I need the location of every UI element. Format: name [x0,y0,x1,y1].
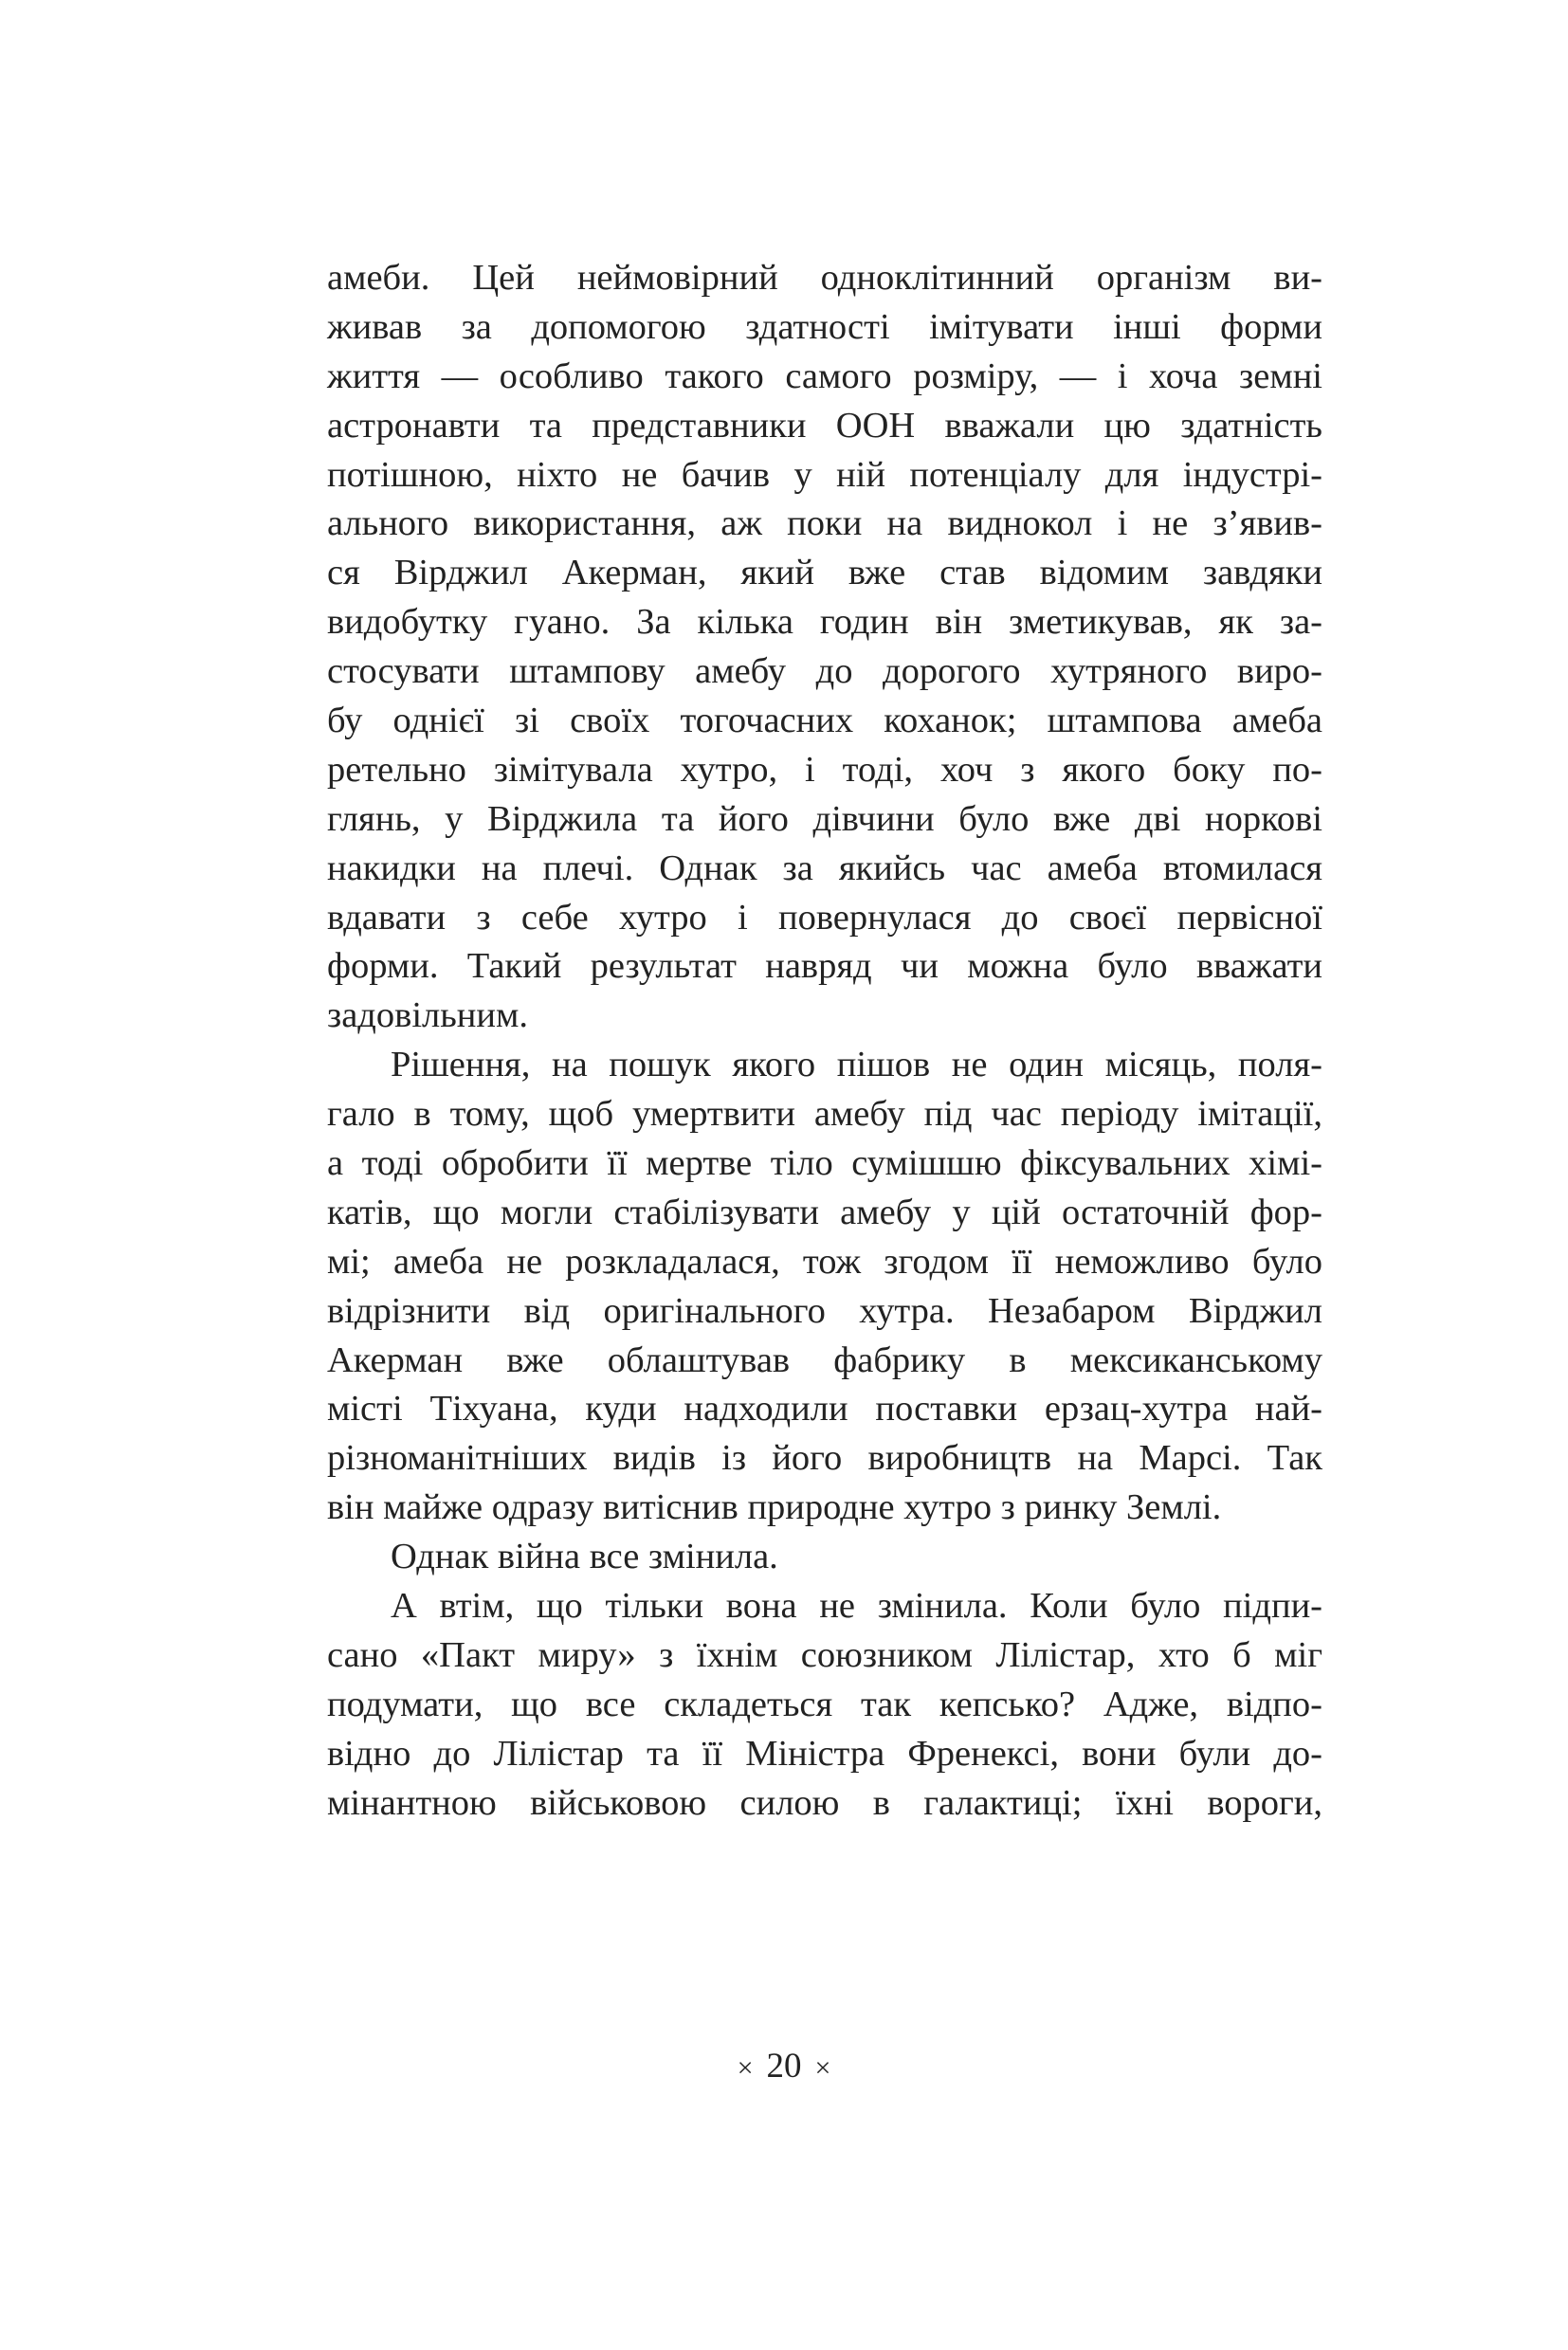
text-line: сано «Пакт миру» з їхнім союзником Лілістар, хто б міг [327,1634,1322,1675]
text-line: живав за допомогою здатності імітувати інші форми [327,306,1322,347]
text-line: відрізнити від оригінального хутра. Незабаром Вірджил [327,1290,1322,1331]
text-line: потішною, ніхто не бачив у ній потенціалу для індустрі- [327,454,1322,495]
text-line: амеби. Цей неймовірний одноклітинний організм ви- [327,258,1322,298]
text-line: бу однієї зі своїх тогочасних коханок; штампова амеба [327,701,1322,741]
text-line: ся Вірджил Акерман, який вже став відомим завдяки [327,553,1322,593]
text-line: подумати, що все складеться так кепсько? Адже, відпо- [327,1684,1322,1724]
text-line: гало в тому, щоб умертвити амебу під час періоду імітації, [327,1094,1322,1135]
text-line: глянь, у Вірджила та його дівчини було вже дві норкові [327,798,1322,839]
text-line: ретельно зімітувала хутро, і тоді, хоч з якого боку по- [327,749,1322,790]
text-line: мінантною військовою силою в галактиці; їхні вороги, [327,1782,1322,1823]
text-line: видобутку гуано. За кілька годин він зметикував, як за- [327,602,1322,643]
folio-mark-right: × [814,2052,831,2084]
page-number-footer [0,2046,1568,2089]
folio-mark-left: × [737,2052,754,2084]
text-line: накидки на плечі. Однак за якийсь час амеба втомилася [327,847,1322,888]
text-line: задовільним. [327,995,528,1036]
paragraph-start-line: Рішення, на пошук якого пішов не один місяць, поля- [391,1045,1322,1085]
text-line: Акерман вже облаштував фабрику в мексиканському [327,1339,1322,1380]
text-line: ального використання, аж поки на виднокол і не з’явив- [327,503,1322,544]
paragraph-start-line: А втім, що тільки вона не змінила. Коли було підпи- [391,1586,1322,1627]
text-line: катів, що могли стабілізувати амебу у цій остаточній фор- [327,1192,1322,1232]
body-text [327,254,1322,1829]
text-line: він майже одразу витіснив природне хутро з ринку Землі. [327,1487,1222,1528]
page-number: 20 [766,2047,802,2086]
text-line: а тоді обробити її мертве тіло сумішшю фіксувальних хімі- [327,1143,1322,1184]
text-line: астронавти та представники ООН вважали цю здатність [327,405,1322,446]
text-line: відно до Лілістар та її Міністра Френексі, вони були до- [327,1733,1322,1774]
text-line: життя — особливо такого самого розміру, — і хоча земні [327,355,1322,396]
paragraph-line: Однак війна все змінила. [391,1537,778,1577]
text-line: різноманітніших видів із його виробництв на Марсі. Так [327,1438,1322,1479]
text-line: місті Тіхуана, куди надходили поставки ерзац-хутра най- [327,1389,1322,1430]
text-line: вдавати з себе хутро і повернулася до своєї первісної [327,897,1322,938]
text-line: мі; амеба не розкладалася, тож згодом її неможливо було [327,1241,1322,1282]
text-line: форми. Такий результат навряд чи можна було вважати [327,946,1322,987]
text-line: стосувати штампову амебу до дорогого хутряного виро- [327,651,1322,692]
